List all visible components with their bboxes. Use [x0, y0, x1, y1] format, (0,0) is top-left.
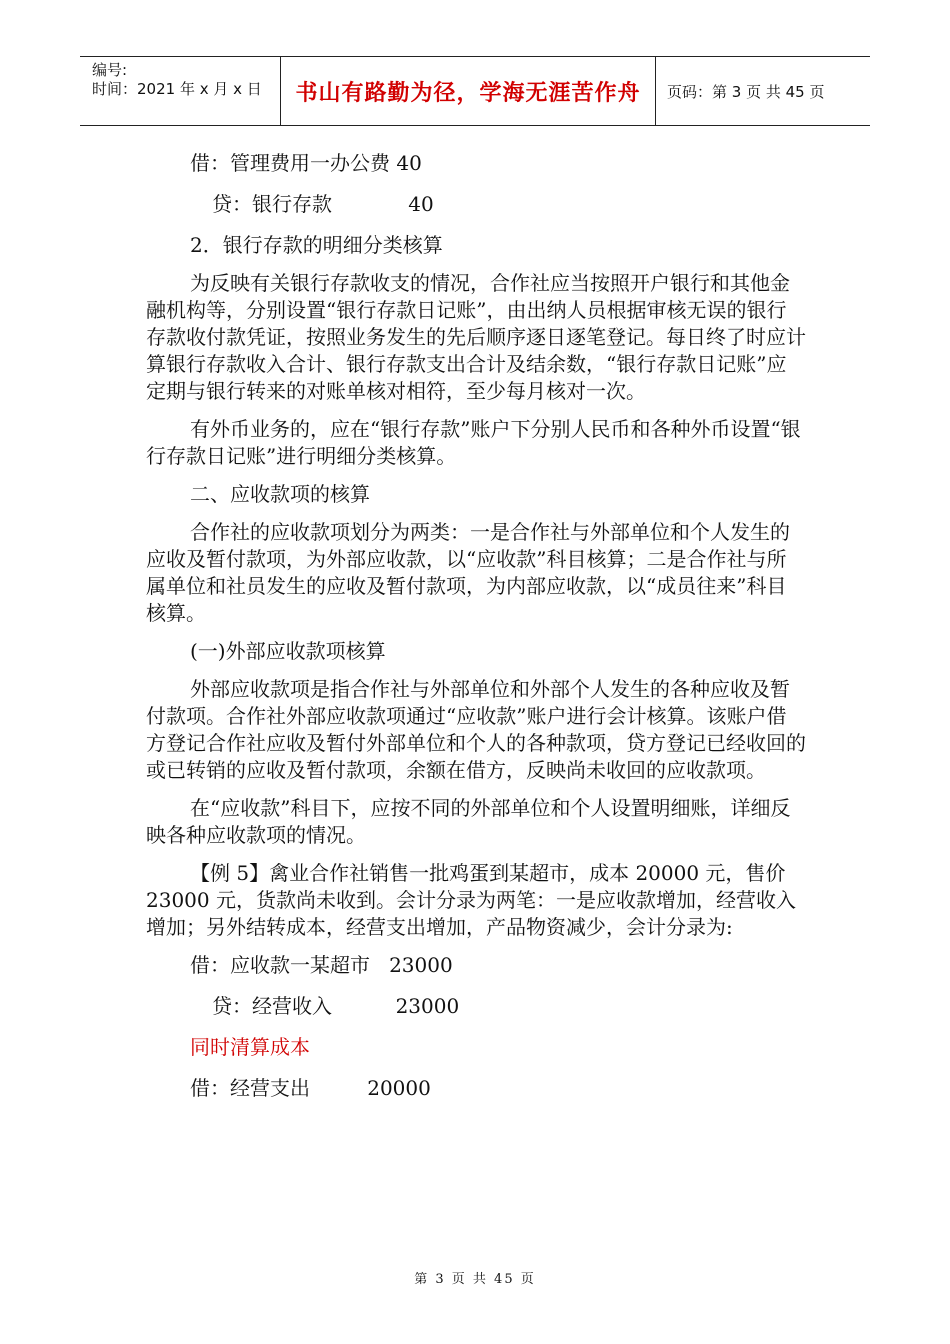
paragraph: 外部应收款项是指合作社与外部单位和外部个人发生的各种应收及暂付款项。合作社外部应收款项通过“应收款”账户进行会计核算。该账户借方登记合作社应收及暂付外部单位和个人的各种款项，贷方登记已经收回的或已转销的应收及暂付款项，余额在借方，反映尚未收回的应收款项。 — [146, 677, 806, 782]
example-paragraph: 【例 5】禽业合作社销售一批鸡蛋到某超市，成本 20000 元，售价 23000 元，货款尚未收到。会计分录为两笔：一是应收款增加，经营收入增加；另外结转成本，经营支出增加，产品物资减少，会计分录为: — [146, 861, 796, 939]
paragraph: 合作社的应收款项划分为两类：一是合作社与外部单位和个人发生的应收及暂付款项，为外部应收款，以“应收款”科目核算；二是合作社与所属单位和社员发生的应收及暂付款项，为内部应收款，以“成员往来”科目核算。 — [146, 520, 790, 625]
journal-entry-credit: 贷：经营收入 23000 — [212, 994, 460, 1018]
paragraph: 有外币业务的，应在“银行存款”账户下分别人民币和各种外币设置“银行存款日记账”进行明细分类核算。 — [146, 417, 801, 468]
document-date: 时间：2021 年 x 月 x 日 — [92, 80, 262, 98]
paragraph: 在“应收款”科目下，应按不同的外部单位和个人设置明细账，详细反映各种应收款项的情况。 — [146, 796, 791, 847]
journal-entry-debit: 借：管理费用一办公费 40 — [190, 151, 422, 175]
section-heading: 2．银行存款的明细分类核算 — [190, 233, 443, 257]
header-slogan: 书山有路勤为径，学海无涯苦作舟 — [280, 57, 656, 125]
subsection-heading: (一)外部应收款项核算 — [190, 639, 386, 663]
journal-entry-debit: 借：经营支出 20000 — [190, 1076, 431, 1100]
section-heading: 二、应收款项的核算 — [190, 482, 370, 506]
document-body — [146, 150, 806, 1116]
journal-entry-debit: 借：应收款一某超市 23000 — [190, 953, 453, 977]
journal-entry-credit: 贷：银行存款 40 — [212, 192, 434, 216]
header-meta — [80, 57, 280, 125]
header-page-number: 页码：第 3 页 共 45 页 — [667, 82, 825, 101]
page-header — [80, 56, 870, 126]
paragraph: 为反映有关银行存款收支的情况，合作社应当按照开户银行和其他金融机构等，分别设置“银行存款日记账”，由出纳人员根据审核无误的银行存款收付款凭证，按照业务发生的先后顺序逐日逐笔登记。每日终了时应计算银行存款收入合计、银行存款支出合计及结余数，“银行存款日记账”应定期与银行转来的对账单核对相符，至少每月核对一次。 — [146, 271, 806, 403]
document-number-label: 编号: — [92, 61, 128, 79]
highlighted-note: 同时清算成本 — [190, 1035, 310, 1059]
page-footer: 第 3 页 共 45 页 — [414, 1272, 536, 1287]
